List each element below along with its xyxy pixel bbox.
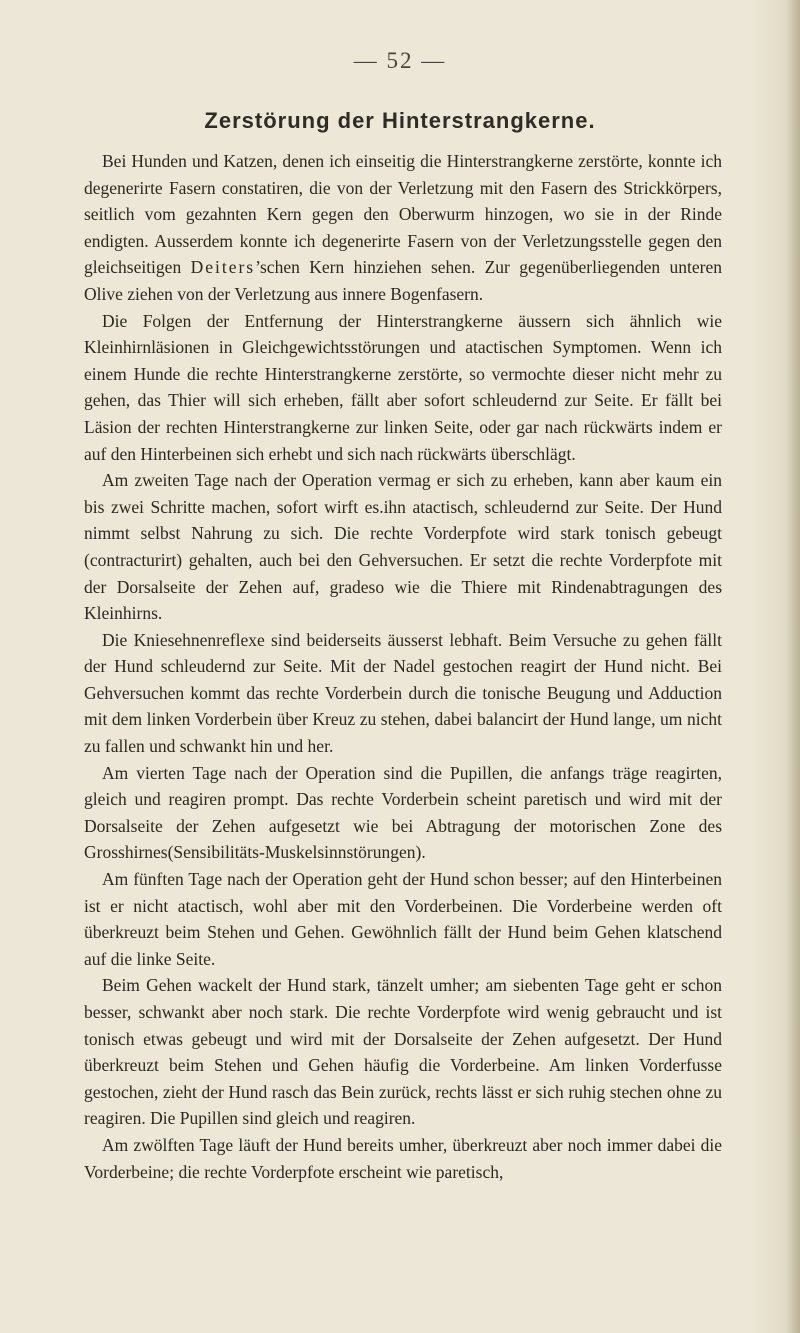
- paragraph-1: [84, 148, 722, 308]
- page-number: — 52 —: [353, 48, 447, 73]
- paragraph-5: Am vierten Tage nach der Operation sind die Pupillen, die anfangs träge reagirten, gleich und reagiren prompt. Das rechte Vorderbein scheint paretisch und wird mit der Dorsalseite der Zehen aufgesetzt wie bei Abtragung der motorischen Zone des Grosshirnes(Sensibilitäts-Muskelsinnstörungen).: [84, 762, 722, 863]
- paragraph-6: Am fünften Tage nach der Operation geht der Hund schon besser; auf den Hinterbeinen ist er nicht atactisch, wohl aber mit den Vorderbeinen. Die Vorderbeine werden oft überkreuzt beim Stehen und Gehen. Gewöhnlich fällt der Hund beim Gehen klatschend auf die linke Seite.: [84, 869, 722, 969]
- paragraph-2: Die Folgen der Entfernung der Hinterstrangkerne äussern sich ähnlich wie Kleinhirnläsionen in Gleichgewichtsstörungen und atactischen Symptomen. Wenn ich einem Hunde die rechte Hinterstrangkerne zerstörte, so vermochte dieser nicht mehr zu gehen, das Thier will sich erheben, fällt aber sofort schleudernd zur Seite. Er fällt bei Läsion der rechten Hinterstrangkerne zur linken Seite, oder gar nach rückwärts indem er auf den Hinterbeinen sich erhebt und sich nach rückwärts überschlägt.: [84, 310, 722, 464]
- paragraph-3: Am zweiten Tage nach der Operation vermag er sich zu erheben, kann aber kaum ein bis zwei Schritte machen, sofort wirft es.ihn atactisch, schleudernd zur Seite. Der Hund nimmt selbst Nahrung zu sich. Die rechte Vorderpfote wird stark tonisch gebeugt (contracturirt) gehalten, auch bei den Gehversuchen. Er setzt die rechte Vorderpfote mit der Dorsalseite der Zehen auf, gradeso wie die Thiere mit Rindenabtragungen des Kleinhirns.: [84, 470, 722, 624]
- paragraph-1-text-b: ’schen Kern hinziehen sehen. Zur gegenüberliegenden unteren Olive ziehen von der Verletzung aus innere Bogenfasern.: [84, 257, 722, 304]
- page-edge-shadow: [786, 0, 800, 1333]
- section-heading: Zerstörung der Hinterstrangkerne.: [204, 108, 596, 133]
- paragraph-8: Am zwölften Tage läuft der Hund bereits umher, überkreuzt aber noch immer dabei die Vorderbeine; die rechte Vorderpfote erscheint wie paretisch,: [84, 1134, 722, 1182]
- paragraph-1-text-a: Bei Hunden und Katzen, denen ich einseitig die Hinterstrangkerne zerstörte, konnte ich degenerirte Fasern constatiren, die von der Verletzung mit den Fasern des Strickkörpers, seitlich vom gezahnten Kern gegen den Oberwurm hinzogen, wo sie in der Rinde endigten. Ausserdem konnte ich degenerirte Fasern von der Verletzungsstelle gegen den gleichseitigen: [84, 151, 722, 278]
- paragraph-7: Beim Gehen wackelt der Hund stark, tänzelt umher; am siebenten Tage geht er schon besser, schwankt aber noch stark. Die rechte Vorderpfote wird wenig gebraucht und ist tonisch etwas gebeugt und wird mit der Dorsalseite der Zehen aufgesetzt. Der Hund überkreuzt beim Stehen und Gehen häufig die Vorderbeine. Am linken Vorderfusse gestochen, zieht der Hund rasch das Bein zurück, rechts lässt er sich ruhig stechen ohne zu reagiren. Die Pupillen sind gleich und reagiren.: [84, 975, 722, 1129]
- author-name-deiters: Deiters: [190, 257, 256, 278]
- paragraph-4: Die Kniesehnenreflexe sind beiderseits äusserst lebhaft. Beim Versuche zu gehen fällt der Hund schleudernd zur Seite. Mit der Nadel gestochen reagirt der Hund nicht. Bei Gehversuchen kommt das rechte Vorderbein durch die tonische Beugung und Adduction mit dem linken Vorderbein über Kreuz zu stehen, dabei balancirt der Hund lange, um nicht zu fallen und schwankt hin und her.: [84, 629, 722, 757]
- body-text: [84, 148, 722, 1185]
